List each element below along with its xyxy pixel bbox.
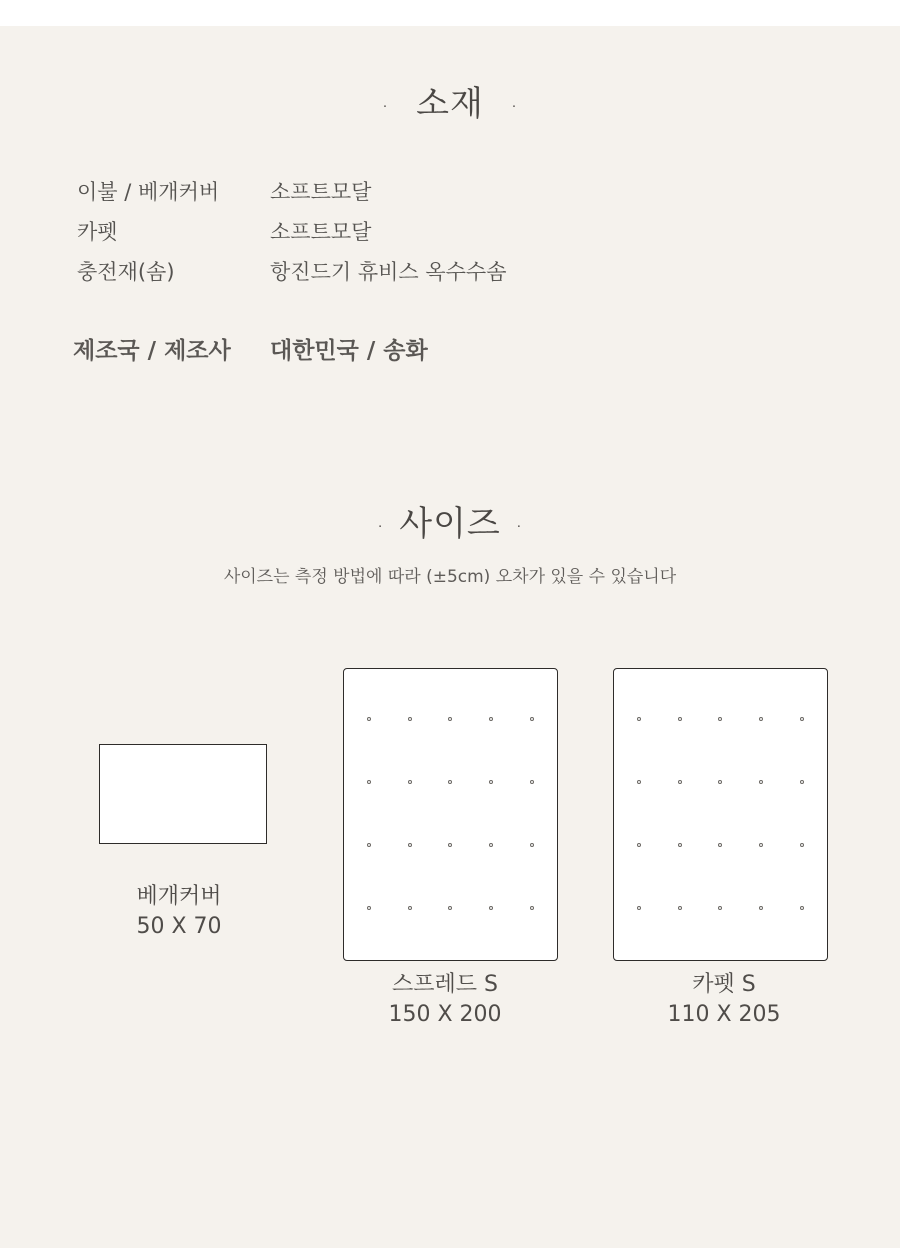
title-dot-left: · <box>375 512 386 542</box>
quilting-dot <box>678 717 682 721</box>
size-item-dims: 150 X 200 <box>388 1002 502 1027</box>
quilting-dots <box>614 669 827 960</box>
quilting-dot <box>759 780 763 784</box>
quilting-dot <box>408 843 412 847</box>
spec-value: 소프트모달 <box>270 220 372 244</box>
title-dot-left: · <box>380 92 391 122</box>
quilting-dot <box>800 906 804 910</box>
quilting-dot <box>637 843 641 847</box>
title-dot-right: · <box>514 512 525 542</box>
quilting-dot <box>759 717 763 721</box>
quilting-dot <box>678 780 682 784</box>
quilting-dot <box>718 780 722 784</box>
quilting-dot <box>800 843 804 847</box>
size-item-name: 베개커버 <box>136 884 222 909</box>
quilting-dot <box>489 780 493 784</box>
quilting-dot <box>718 717 722 721</box>
quilting-dot <box>489 843 493 847</box>
quilting-dot <box>678 843 682 847</box>
size-title-text: 사이즈 <box>399 504 501 544</box>
size-caption-spread <box>335 970 555 1030</box>
quilting-dot <box>678 906 682 910</box>
quilting-dot <box>408 717 412 721</box>
quilting-dot <box>530 906 534 910</box>
quilting-dot <box>800 717 804 721</box>
quilting-dot <box>800 780 804 784</box>
quilting-dot <box>448 717 452 721</box>
quilting-dot <box>367 843 371 847</box>
content-panel <box>0 26 900 1248</box>
spread-diagram <box>343 668 558 961</box>
quilting-dot <box>530 843 534 847</box>
material-section-title <box>0 76 900 125</box>
quilting-dot <box>489 906 493 910</box>
spec-label: 카펫 <box>77 220 118 244</box>
pillowcover-diagram <box>99 744 267 844</box>
size-item-name: 카펫 S <box>692 972 756 997</box>
quilting-dot <box>718 906 722 910</box>
quilting-dot <box>408 906 412 910</box>
material-title-text: 소재 <box>416 84 484 124</box>
spec-value: 항진드기 휴비스 옥수수솜 <box>270 260 507 284</box>
size-caption-pillowcover <box>69 882 289 942</box>
title-dot-right: · <box>509 92 520 122</box>
quilting-dot <box>530 717 534 721</box>
origin-value: 대한민국 / 송화 <box>270 338 428 364</box>
carpet-diagram <box>613 668 828 961</box>
size-item-dims: 50 X 70 <box>136 914 222 939</box>
quilting-dots <box>344 669 557 960</box>
quilting-dot <box>448 906 452 910</box>
spec-value: 소프트모달 <box>270 180 372 204</box>
origin-label: 제조국 / 제조사 <box>73 338 231 364</box>
quilting-dot <box>489 717 493 721</box>
spec-label: 충전재(솜) <box>77 260 175 284</box>
quilting-dot <box>637 780 641 784</box>
size-tolerance-note: 사이즈는 측정 방법에 따라 (±5cm) 오차가 있을 수 있습니다 <box>223 567 677 587</box>
size-item-dims: 110 X 205 <box>667 1002 781 1027</box>
quilting-dot <box>408 780 412 784</box>
size-item-name: 스프레드 S <box>392 972 498 997</box>
quilting-dot <box>530 780 534 784</box>
quilting-dot <box>637 906 641 910</box>
quilting-dot <box>448 843 452 847</box>
size-caption-carpet <box>614 970 834 1030</box>
quilting-dot <box>759 843 763 847</box>
quilting-dot <box>367 780 371 784</box>
quilting-dot <box>367 717 371 721</box>
quilting-dot <box>637 717 641 721</box>
quilting-dot <box>759 906 763 910</box>
spec-label: 이불 / 베개커버 <box>77 180 220 204</box>
quilting-dot <box>448 780 452 784</box>
quilting-dot <box>367 906 371 910</box>
quilting-dot <box>718 843 722 847</box>
size-section-title <box>0 496 900 545</box>
